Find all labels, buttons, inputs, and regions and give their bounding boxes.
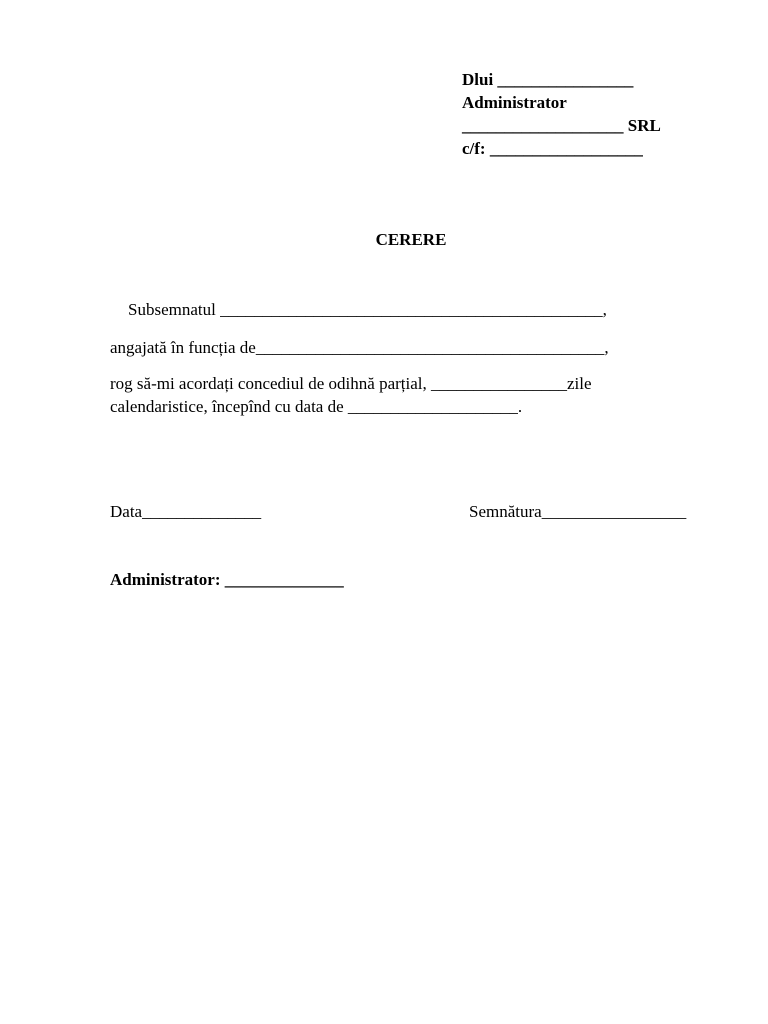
- addressee-fiscal-code-line: c/f: __________________: [462, 139, 643, 158]
- addressee-name-line: Dlui ________________: [462, 70, 634, 89]
- date-field-line: Data______________: [110, 502, 262, 521]
- body-request-line: rog să-mi acordați concediul de odihnă parțial, ________________zile: [110, 374, 592, 393]
- body-position-line: angajată în funcția de_________________________________________,: [110, 338, 609, 357]
- signature-field-line: Semnătura_________________: [469, 502, 687, 521]
- addressee-company-line: ___________________ SRL: [462, 116, 661, 135]
- addressee-title: Administrator: [462, 93, 567, 112]
- administrator-field-line: Administrator: ______________: [110, 570, 344, 589]
- document-title: CERERE: [375, 230, 447, 249]
- body-start-date-line: calendaristice, începînd cu data de ____________________.: [110, 397, 523, 416]
- body-name-line: Subsemnatul _____________________________________________,: [128, 300, 607, 319]
